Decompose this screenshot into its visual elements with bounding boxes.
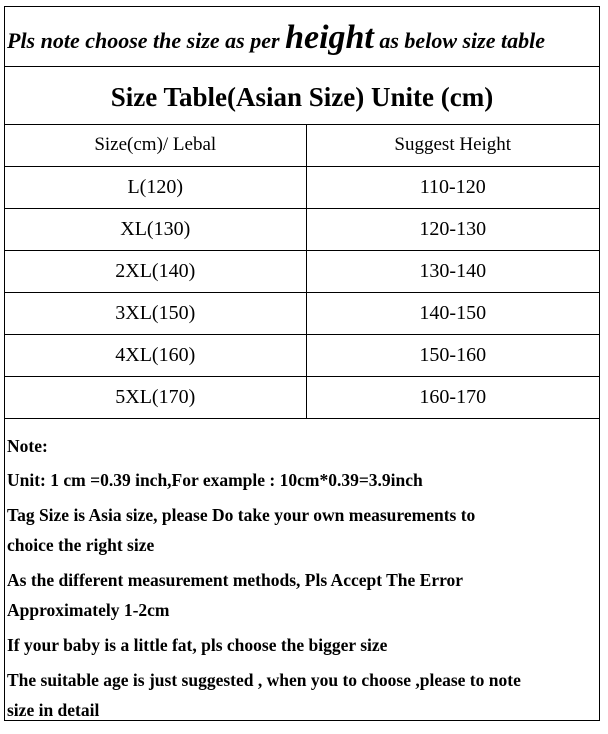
size-cell: L(120) [5, 166, 306, 208]
size-cell: XL(130) [5, 208, 306, 250]
table-row [5, 208, 599, 250]
size-table [5, 125, 599, 419]
note-suffix: as below size table [379, 28, 545, 53]
height-cell: 160-170 [306, 376, 599, 418]
size-cell: 2XL(140) [5, 250, 306, 292]
table-header-row [5, 125, 599, 166]
size-cell: 4XL(160) [5, 334, 306, 376]
measurement-note-line1: As the different measurement methods, Pls Accept The Error [7, 570, 464, 590]
table-row [5, 250, 599, 292]
size-cell: 3XL(150) [5, 292, 306, 334]
tag-size-note-line2: choice the right size [7, 535, 155, 555]
column-header-size: Size(cm)/ Lebal [5, 125, 306, 166]
table-row [5, 292, 599, 334]
table-row [5, 334, 599, 376]
height-cell: 140-150 [306, 292, 599, 334]
age-note-line1: The suitable age is just suggested , when you to choose ,please to note [7, 670, 521, 690]
note-prefix: Pls note choose the size as per [7, 28, 280, 53]
bigger-size-note: If your baby is a little fat, pls choose the bigger size [7, 635, 388, 655]
height-cell: 120-130 [306, 208, 599, 250]
size-cell: 5XL(170) [5, 376, 306, 418]
table-row [5, 376, 599, 418]
measurement-note-line2: Approximately 1-2cm [7, 600, 170, 620]
height-cell: 150-160 [306, 334, 599, 376]
table-row [5, 166, 599, 208]
unit-note: Unit: 1 cm =0.39 inch,For example : 10cm*0.39=3.9inch [7, 470, 423, 490]
height-note-banner [5, 7, 599, 67]
age-note-line2: size in detail [7, 700, 100, 720]
tag-size-note-line1: Tag Size is Asia size, please Do take your own measurements to [7, 505, 476, 525]
height-cell: 110-120 [306, 166, 599, 208]
height-cell: 130-140 [306, 250, 599, 292]
note-emphasis: height [285, 19, 374, 56]
column-header-height: Suggest Height [306, 125, 599, 166]
notes-label: Note: [7, 436, 48, 456]
size-table-title: Size Table(Asian Size) Unite (cm) [5, 67, 599, 125]
size-chart-sheet [4, 6, 600, 721]
notes-section [5, 419, 599, 725]
